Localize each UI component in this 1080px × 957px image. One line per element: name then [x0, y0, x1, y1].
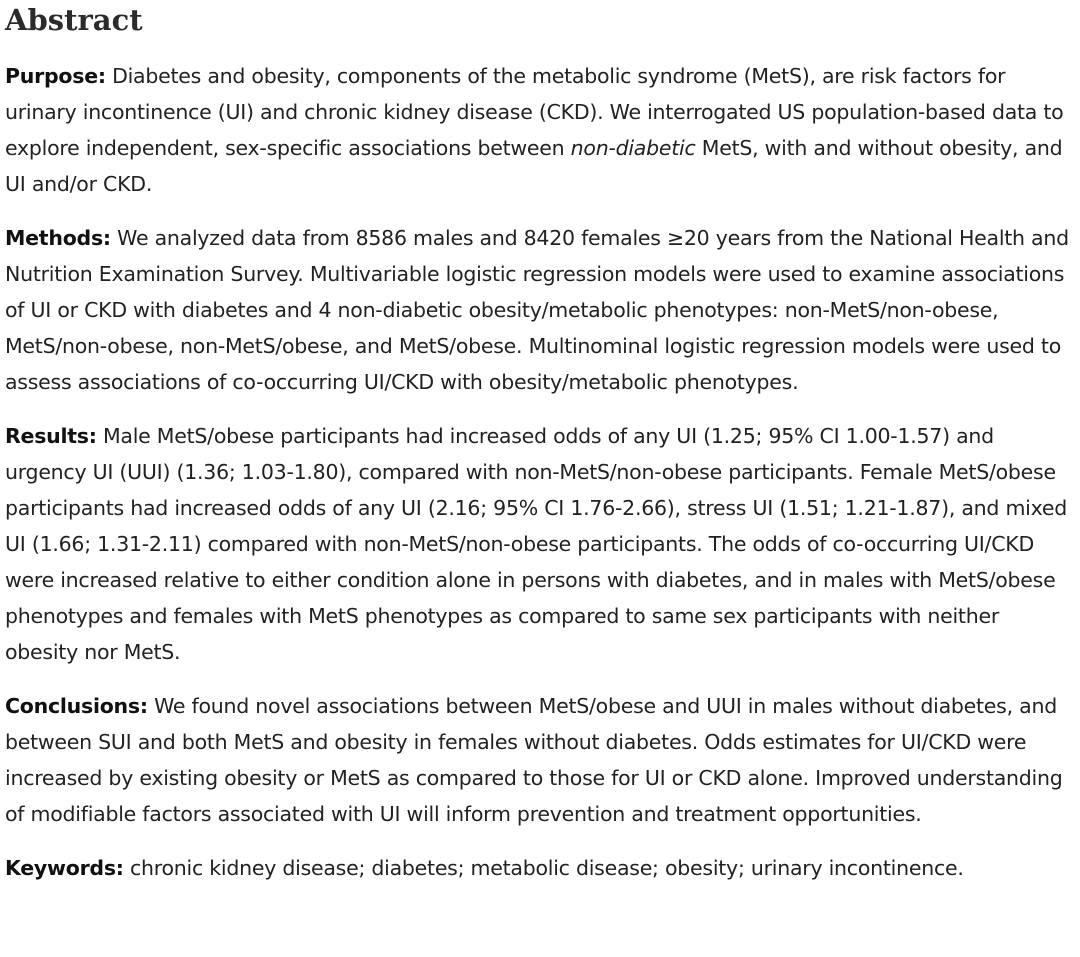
results-paragraph — [5, 418, 1077, 670]
methods-paragraph — [5, 220, 1077, 400]
methods-label: Methods: — [5, 226, 111, 250]
conclusions-paragraph — [5, 688, 1077, 832]
keywords-label: Keywords: — [5, 856, 124, 880]
keywords-paragraph — [5, 850, 1077, 886]
purpose-italic-term: non-diabetic — [570, 136, 696, 160]
purpose-text-before: Diabetes and obesity, components of the metabolic syndrome (MetS), are risk factors for urinary incontinence (UI) and chronic kidney disease (CKD). We interrogated US population-based data to explore independent, sex-specific associations between — [5, 64, 1064, 160]
conclusions-text: We found novel associations between MetS/obese and UUI in males without diabetes, and between SUI and both MetS and obesity in females without diabetes. Odds estimates for UI/CKD were increased by existing obesity or MetS as compared to those for UI or CKD alone. Improved understanding of modifiable factors associated with UI will inform prevention and treatment opportunities. — [5, 694, 1063, 826]
abstract-heading: Abstract — [5, 3, 143, 37]
purpose-label: Purpose: — [5, 64, 106, 88]
results-text: Male MetS/obese participants had increased odds of any UI (1.25; 95% CI 1.00-1.57) and urgency UI (UUI) (1.36; 1.03-1.80), compared with non-MetS/non-obese participants. Female MetS/obese participants had increased odds of any UI (2.16; 95% CI 1.76-2.66), stress UI (1.51; 1.21-1.87), and mixed UI (1.66; 1.31-2.11) compared with non-MetS/non-obese participants. The odds of co-occurring UI/CKD were increased relative to either condition alone in persons with diabetes, and in males with MetS/obese phenotypes and females with MetS phenotypes as compared to same sex participants with neither obesity nor MetS. — [5, 424, 1067, 664]
methods-text: We analyzed data from 8586 males and 8420 females ≥20 years from the National Health and Nutrition Examination Survey. Multivariable logistic regression models were used to examine associations of UI or CKD with diabetes and 4 non-diabetic obesity/metabolic phenotypes: non-MetS/non-obese, MetS/non-obese, non-MetS/obese, and MetS/obese. Multinominal logistic regression models were used to assess associations of co-occurring UI/CKD with obesity/metabolic phenotypes. — [5, 226, 1069, 394]
results-label: Results: — [5, 424, 97, 448]
purpose-text-after: MetS, with and without obesity, and UI and/or CKD. — [5, 136, 1063, 196]
conclusions-label: Conclusions: — [5, 694, 148, 718]
purpose-paragraph — [5, 58, 1077, 202]
keywords-text: chronic kidney disease; diabetes; metabolic disease; obesity; urinary incontinence. — [123, 856, 964, 880]
